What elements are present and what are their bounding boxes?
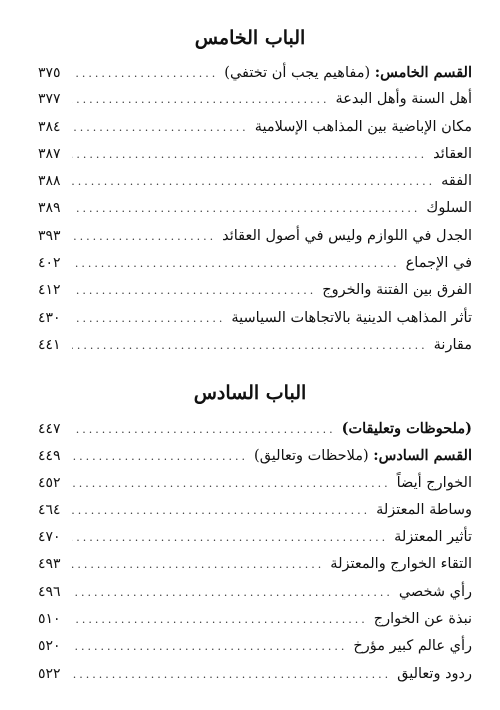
dot-leader bbox=[72, 524, 388, 551]
dot-leader bbox=[72, 141, 427, 168]
toc-entry bbox=[38, 497, 472, 524]
toc-entry bbox=[38, 277, 472, 304]
entry-page-number: ٤٥٢ bbox=[38, 474, 61, 491]
chapter-6-entries bbox=[38, 415, 472, 688]
toc-entry bbox=[38, 59, 472, 86]
toc-entry bbox=[38, 332, 472, 359]
dot-leader bbox=[72, 470, 391, 497]
toc-entry bbox=[38, 579, 472, 606]
entry-title: الخوارج أيضاً bbox=[396, 474, 472, 491]
entry-page-number: ٣٩٣ bbox=[38, 227, 61, 244]
entry-title: القسم السادس: (ملاحظات وتعاليق) bbox=[254, 447, 472, 465]
entry-title: مكان الإباضية بين المذاهب الإسلامية bbox=[254, 118, 472, 135]
toc-entry bbox=[38, 305, 472, 332]
toc-entry bbox=[38, 195, 472, 222]
dot-leader bbox=[72, 168, 435, 195]
entry-title: الجدل في اللوازم وليس في أصول العقائد bbox=[222, 227, 472, 244]
toc-entry bbox=[38, 250, 472, 277]
dot-leader bbox=[72, 250, 400, 277]
toc-entry bbox=[38, 633, 472, 660]
toc-entry bbox=[38, 141, 472, 168]
entry-page-number: ٤٧٠ bbox=[38, 529, 61, 546]
toc-entry bbox=[38, 470, 472, 497]
dot-leader bbox=[72, 633, 347, 660]
dot-leader bbox=[72, 416, 336, 443]
dot-leader bbox=[72, 661, 391, 688]
entry-page-number: ٥٢٢ bbox=[38, 665, 61, 682]
entry-page-number: ٣٨٤ bbox=[38, 118, 61, 135]
entry-page-number: ٤٣٠ bbox=[38, 309, 61, 326]
dot-leader bbox=[72, 579, 393, 606]
entry-page-number: ٣٨٧ bbox=[38, 145, 61, 162]
entry-page-number: ٤٦٤ bbox=[38, 501, 61, 518]
entry-title: ردود وتعاليق bbox=[397, 665, 472, 682]
dot-leader bbox=[72, 606, 368, 633]
entry-title: الفقه bbox=[441, 173, 472, 190]
dot-leader bbox=[72, 551, 324, 578]
dot-leader bbox=[72, 223, 216, 250]
dot-leader bbox=[72, 114, 249, 141]
entry-title: (ملحوظات وتعليقات) bbox=[341, 420, 472, 437]
entry-title: في الإجماع bbox=[405, 255, 472, 272]
dot-leader bbox=[72, 497, 370, 524]
entry-page-number: ٥١٠ bbox=[38, 611, 61, 628]
entry-title: تأثير المعتزلة bbox=[394, 529, 472, 546]
entry-title: السلوك bbox=[426, 200, 472, 217]
entry-title: نبذة عن الخوارج bbox=[373, 611, 472, 628]
chapter-5-entries bbox=[38, 59, 472, 359]
entry-page-number: ٤٩٦ bbox=[38, 583, 61, 600]
dot-leader bbox=[72, 195, 420, 222]
toc-entry bbox=[38, 442, 472, 469]
entry-page-number: ٣٧٥ bbox=[38, 65, 61, 81]
dot-leader bbox=[72, 443, 248, 470]
entry-page-number: ٤٤٩ bbox=[38, 448, 61, 465]
dot-leader bbox=[72, 277, 316, 304]
chapter-6-title: الباب السادس bbox=[193, 382, 307, 404]
toc-entry bbox=[38, 524, 472, 551]
dot-leader bbox=[72, 305, 225, 332]
entry-title: تأثر المذاهب الدينية بالاتجاهات السياسية bbox=[231, 309, 472, 326]
toc-entry bbox=[38, 606, 472, 633]
entry-page-number: ٣٨٨ bbox=[38, 173, 61, 190]
dot-leader bbox=[72, 60, 218, 87]
entry-page-number: ٤٩٣ bbox=[38, 556, 61, 573]
entry-title: أهل السنة وأهل البدعة bbox=[335, 91, 472, 108]
entry-title: وساطة المعتزلة bbox=[376, 501, 472, 518]
entry-title: مقارنة bbox=[433, 336, 472, 353]
dot-leader bbox=[72, 86, 329, 113]
toc-entry bbox=[38, 223, 472, 250]
entry-page-number: ٤٤١ bbox=[38, 336, 61, 353]
chapter-5-title: الباب الخامس bbox=[194, 27, 306, 49]
entry-title: الفرق بين الفتنة والخروج bbox=[322, 282, 472, 299]
toc-entry bbox=[38, 168, 472, 195]
entry-page-number: ٥٢٠ bbox=[38, 638, 61, 655]
entry-page-number: ٣٧٧ bbox=[38, 91, 61, 108]
entry-title: القسم الخامس: (مفاهيم يجب أن تختفي) bbox=[224, 64, 472, 81]
entry-title: التقاء الخوارج والمعتزلة bbox=[330, 556, 472, 573]
entry-page-number: ٣٨٩ bbox=[38, 200, 61, 217]
entry-page-number: ٤٠٢ bbox=[38, 255, 61, 272]
entry-title: رأي عالم كبير مؤرخ bbox=[353, 638, 472, 655]
entry-title: العقائد bbox=[433, 145, 472, 162]
entry-title: رأي شخصي bbox=[398, 583, 472, 600]
toc-entry bbox=[38, 86, 472, 113]
toc-entry bbox=[38, 415, 472, 442]
entry-page-number: ٤٤٧ bbox=[38, 421, 61, 437]
toc-entry bbox=[38, 661, 472, 688]
dot-leader bbox=[72, 332, 428, 359]
toc-entry bbox=[38, 114, 472, 141]
toc-entry bbox=[38, 551, 472, 578]
entry-page-number: ٤١٢ bbox=[38, 282, 61, 299]
